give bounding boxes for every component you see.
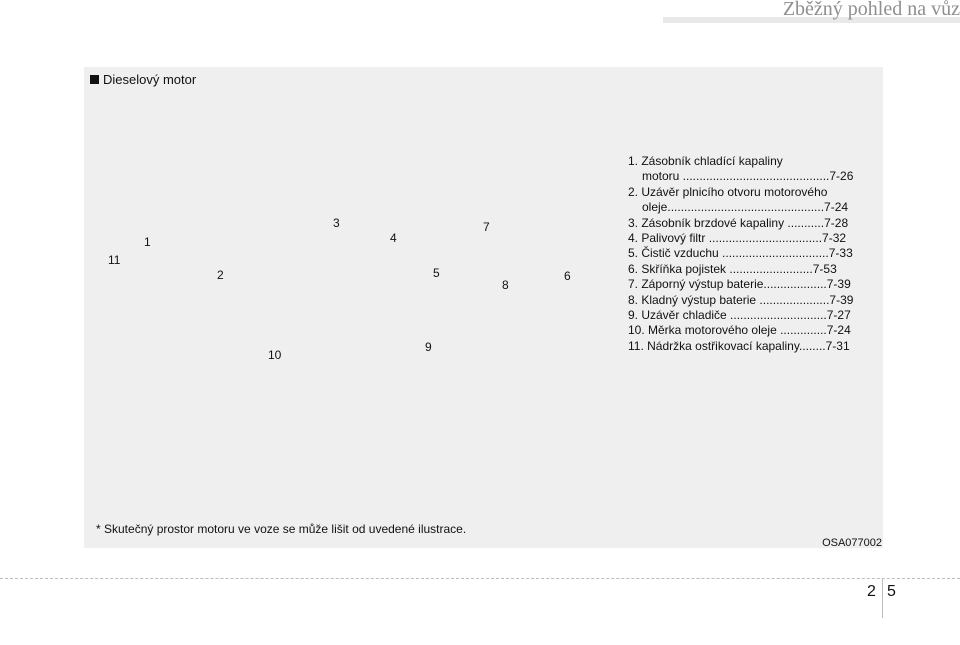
callout-2: 2 bbox=[217, 268, 224, 282]
callout-1: 1 bbox=[144, 235, 151, 249]
image-code: OSA077002 bbox=[822, 537, 882, 549]
callout-7: 7 bbox=[483, 220, 490, 234]
callout-8: 8 bbox=[502, 278, 509, 292]
engine-illustration-panel bbox=[84, 67, 883, 548]
section-title bbox=[90, 72, 196, 87]
callout-9: 9 bbox=[425, 340, 432, 354]
legend-item: 8. Kladný výstup baterie .....................7-39 bbox=[628, 292, 854, 307]
legend-item: 4. Palivový filtr ..................................7-32 bbox=[628, 231, 847, 246]
legend-item: 11. Nádržka ostřikovací kapaliny........7-31 bbox=[628, 338, 850, 353]
square-bullet-icon bbox=[90, 75, 99, 84]
footer-divider bbox=[0, 578, 960, 579]
chapter-number: 2 bbox=[867, 583, 876, 600]
callout-6: 6 bbox=[564, 269, 571, 283]
legend-item: 9. Uzávěr chladiče .............................7-27 bbox=[628, 308, 851, 323]
page-header-title: Zběžný pohled na vůz bbox=[782, 0, 960, 20]
footnote: * Skutečný prostor motoru ve voze se může lišit od uvedené ilustrace. bbox=[96, 522, 467, 536]
legend-item: 6. Skříňka pojistek .........................7-53 bbox=[628, 261, 837, 276]
page-number: 5 bbox=[887, 583, 896, 600]
page-number-divider bbox=[882, 578, 883, 618]
legend-item: 3. Zásobník brzdové kapaliny ...........7-28 bbox=[628, 215, 849, 230]
callout-10: 10 bbox=[268, 348, 282, 362]
component-legend bbox=[628, 154, 878, 354]
legend-item: 2. Uzávěr plnicího otvoru motorového oleje...............................................7-24 bbox=[628, 184, 849, 215]
section-title-text: Dieselový motor bbox=[103, 72, 197, 87]
legend-item: 5. Čistič vzduchu ................................7-33 bbox=[628, 246, 853, 261]
callout-4: 4 bbox=[390, 231, 397, 245]
callout-11: 11 bbox=[108, 253, 121, 267]
legend-item: 7. Záporný výstup baterie...................7-39 bbox=[628, 277, 851, 292]
legend-item: 1. Zásobník chladící kapaliny motoru ............................................7-26 bbox=[628, 154, 854, 184]
legend-item: 10. Měrka motorového oleje ..............7-24 bbox=[628, 323, 851, 338]
callout-5: 5 bbox=[433, 266, 440, 280]
callout-3: 3 bbox=[333, 216, 340, 230]
